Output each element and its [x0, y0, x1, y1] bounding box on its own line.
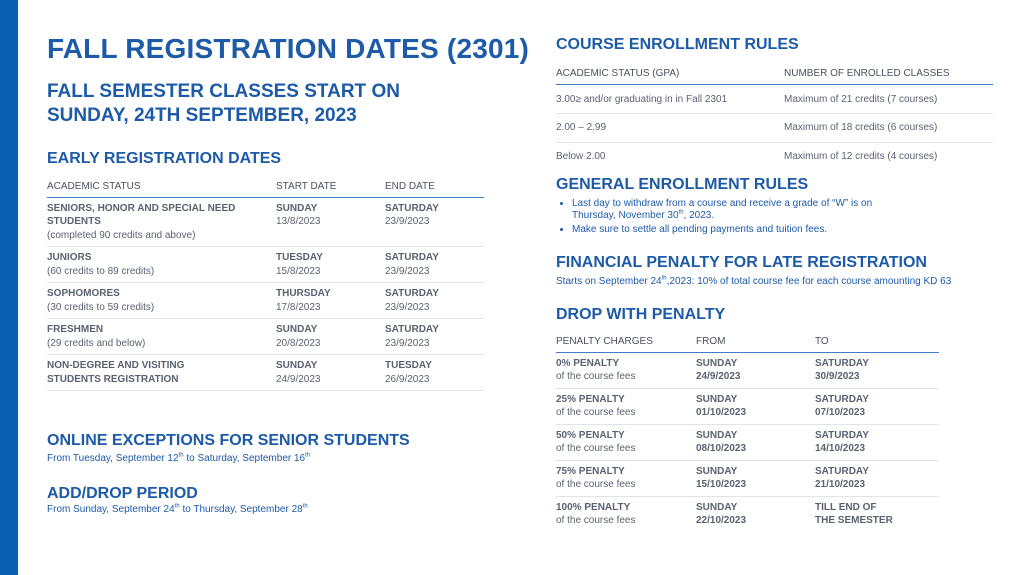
- end-date: 23/9/2023: [385, 216, 430, 227]
- penalty-charge: 75% PENALTY: [556, 465, 625, 477]
- start-day: SUNDAY: [276, 360, 318, 371]
- academic-status: SENIORS, HONOR AND SPECIAL NEED STUDENTS: [47, 202, 236, 227]
- penalty-charge: 25% PENALTY: [556, 393, 625, 405]
- to-date: THE SEMESTER: [815, 515, 893, 526]
- table-header-row: [556, 335, 939, 352]
- course-rules-heading: COURSE ENROLLMENT RULES: [556, 36, 799, 53]
- end-date: 26/9/2023: [385, 373, 430, 385]
- start-day: THURSDAY: [276, 288, 331, 299]
- from-day: SUNDAY: [696, 393, 738, 405]
- course-rules-table: [556, 67, 993, 169]
- from-date: 24/9/2023: [696, 371, 741, 382]
- start-date: 17/8/2023: [276, 301, 321, 313]
- end-day: SATURDAY: [385, 252, 439, 263]
- to-day: SATURDAY: [815, 465, 869, 477]
- column-header: PENALTY CHARGES: [556, 335, 696, 352]
- table-row: [556, 388, 939, 424]
- penalty-note: of the course fees: [556, 443, 636, 454]
- table-row: [556, 460, 939, 496]
- column-header: END DATE: [385, 180, 484, 197]
- list-item: • Make sure to settle all pending payments and tuition fees.: [572, 224, 972, 236]
- rule-text: Thursday, November 30: [572, 210, 679, 221]
- from-date: 01/10/2023: [696, 407, 747, 418]
- online-sup-start: th: [178, 452, 184, 459]
- online-text-start: From Tuesday, September 12: [47, 453, 179, 464]
- accent-bar: [0, 0, 18, 575]
- table-row: [556, 84, 993, 114]
- penalty-note: of the course fees: [556, 407, 636, 418]
- penalty-note: of the course fees: [556, 479, 636, 490]
- end-day: TUESDAY: [385, 360, 432, 371]
- table-row: [556, 496, 939, 532]
- semester-start-line2: SUNDAY, 24TH SEPTEMBER, 2023: [47, 105, 357, 126]
- adddrop-sup-start: th: [174, 503, 180, 510]
- end-day: SATURDAY: [385, 202, 439, 214]
- status-note: (29 credits and below): [47, 337, 146, 349]
- table-header-row: [47, 180, 484, 197]
- from-day: SUNDAY: [696, 357, 738, 369]
- add-drop-heading: ADD/DROP PERIOD: [47, 485, 198, 502]
- table-row: [47, 355, 484, 391]
- column-header: TO: [815, 335, 939, 352]
- late-penalty-text: [556, 276, 951, 287]
- semester-start-notice: [47, 80, 400, 128]
- penalty-note: of the course fees: [556, 371, 636, 382]
- online-text-end: to Saturday, September 16: [183, 453, 306, 464]
- end-date: 23/9/2023: [385, 265, 430, 277]
- from-date: 08/10/2023: [696, 443, 747, 454]
- drop-penalty-heading: DROP WITH PENALTY: [556, 306, 726, 323]
- column-header: START DATE: [276, 180, 385, 197]
- column-header: FROM: [696, 335, 815, 352]
- start-date: 20/8/2023: [276, 337, 321, 349]
- rule-text: , 2023.: [683, 210, 715, 221]
- to-day: SATURDAY: [815, 357, 869, 369]
- academic-status: NON-DEGREE AND VISITING: [47, 360, 185, 371]
- table-row: [556, 424, 939, 460]
- academic-status: FRESHMEN: [47, 324, 104, 335]
- to-day: SATURDAY: [815, 429, 869, 441]
- status-note: (30 credits to 59 credits): [47, 301, 155, 313]
- penalty-text-start: Starts on September 24: [556, 276, 662, 287]
- from-day: SUNDAY: [696, 429, 738, 441]
- from-day: SUNDAY: [696, 465, 738, 477]
- adddrop-text-start: From Sunday, September 24: [47, 504, 175, 515]
- credit-limit: Maximum of 21 credits (7 courses): [784, 84, 993, 114]
- to-date: 14/10/2023: [815, 443, 866, 454]
- table-row: [47, 247, 484, 283]
- late-penalty-heading: FINANCIAL PENALTY FOR LATE REGISTRATION: [556, 254, 927, 271]
- start-date: 24/9/2023: [276, 373, 321, 385]
- page-title: FALL REGISTRATION DATES (2301): [47, 33, 530, 64]
- credit-limit: Maximum of 12 credits (4 courses): [784, 150, 938, 162]
- rule-text: Last day to withdraw from a course and receive a grade of “W” is on: [572, 198, 873, 209]
- table-header-row: [556, 67, 993, 84]
- early-registration-heading: EARLY REGISTRATION DATES: [47, 150, 282, 167]
- penalty-note: of the course fees: [556, 515, 636, 526]
- start-day: TUESDAY: [276, 252, 323, 263]
- column-header: NUMBER OF ENROLLED CLASSES: [784, 67, 993, 84]
- start-date: 13/8/2023: [276, 216, 321, 227]
- gpa-status: 2.00 – 2.99: [556, 114, 784, 143]
- drop-penalty-table: [556, 335, 939, 532]
- status-note: (60 credits to 89 credits): [47, 265, 155, 277]
- status-note: STUDENTS REGISTRATION: [47, 373, 179, 385]
- table-row: [47, 319, 484, 355]
- from-day: SUNDAY: [696, 501, 738, 513]
- start-day: SUNDAY: [276, 324, 318, 335]
- rule-sup: th: [678, 209, 684, 216]
- end-day: SATURDAY: [385, 288, 439, 299]
- table-row: [47, 197, 484, 247]
- column-header: ACADEMIC STATUS: [47, 180, 276, 197]
- academic-status: SOPHOMORES: [47, 288, 120, 299]
- to-date: 07/10/2023: [815, 407, 866, 418]
- to-date: 30/9/2023: [815, 371, 860, 382]
- table-row: [47, 283, 484, 319]
- penalty-charge: 0% PENALTY: [556, 357, 620, 369]
- end-date: 23/9/2023: [385, 337, 430, 349]
- online-sup-end: th: [305, 452, 311, 459]
- academic-status: JUNIORS: [47, 252, 92, 263]
- semester-start-line1: FALL SEMESTER CLASSES START ON: [47, 81, 400, 102]
- table-row: [556, 352, 939, 388]
- early-registration-table: [47, 180, 484, 391]
- general-rules-list: [556, 198, 972, 238]
- adddrop-sup-end: th: [302, 503, 308, 510]
- list-item: [572, 198, 972, 222]
- table-row: [556, 142, 993, 169]
- table-row: [556, 114, 993, 143]
- start-day: SUNDAY: [276, 202, 318, 214]
- gpa-status: 3.00≥ and/or graduating in in Fall 2301: [556, 84, 784, 114]
- adddrop-text-end: to Thursday, September 28: [179, 504, 303, 515]
- end-day: SATURDAY: [385, 324, 439, 335]
- online-exceptions-text: [47, 453, 310, 464]
- credit-limit: Maximum of 18 credits (6 courses): [784, 114, 993, 143]
- start-date: 15/8/2023: [276, 265, 321, 277]
- gpa-status: Below 2.00: [556, 150, 606, 162]
- status-note: (completed 90 credits and above): [47, 229, 196, 241]
- end-date: 23/9/2023: [385, 301, 430, 313]
- general-rules-heading: GENERAL ENROLLMENT RULES: [556, 176, 809, 193]
- penalty-charge: 50% PENALTY: [556, 429, 625, 441]
- to-day: TILL END OF: [815, 501, 877, 513]
- add-drop-text: [47, 504, 308, 515]
- to-day: SATURDAY: [815, 393, 869, 405]
- online-exceptions-heading: ONLINE EXCEPTIONS FOR SENIOR STUDENTS: [47, 432, 410, 449]
- penalty-charge: 100% PENALTY: [556, 501, 631, 513]
- penalty-text-end: ,2023: 10% of total course fee for each course amounting KD 63: [666, 276, 952, 287]
- column-header: ACADEMIC STATUS (GPA): [556, 67, 784, 84]
- from-date: 22/10/2023: [696, 515, 747, 526]
- from-date: 15/10/2023: [696, 479, 747, 490]
- penalty-sup: th: [661, 275, 667, 282]
- to-date: 21/10/2023: [815, 479, 866, 490]
